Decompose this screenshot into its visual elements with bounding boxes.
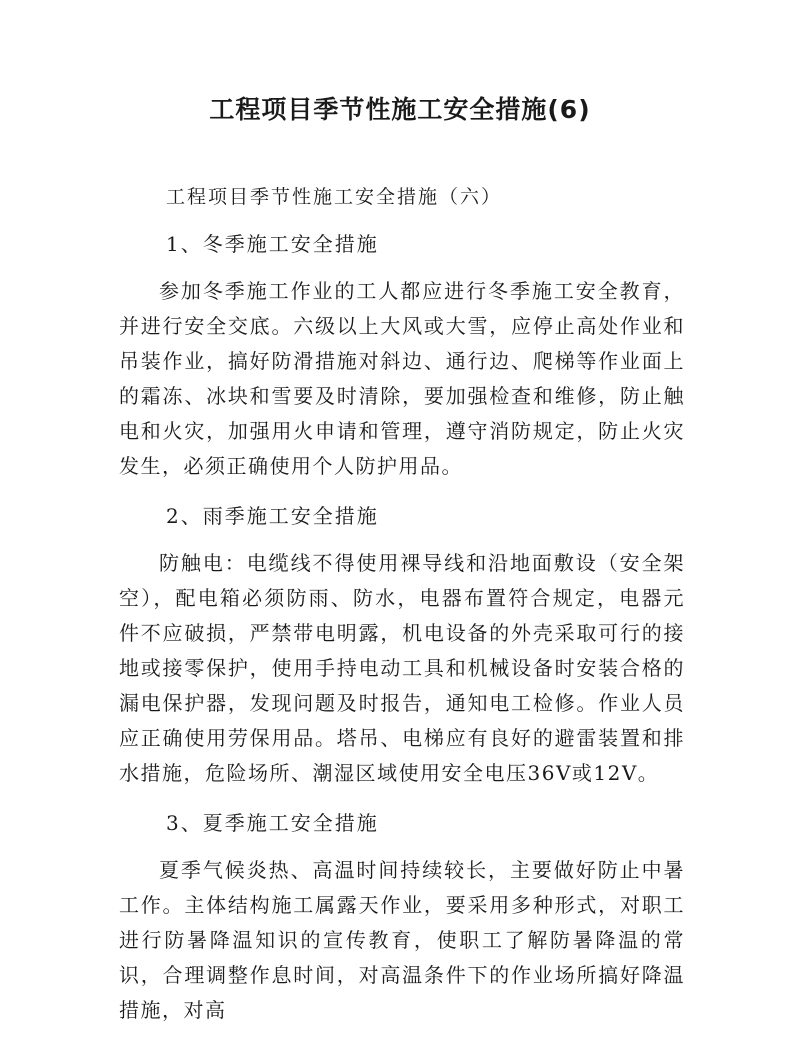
document-body	[119, 180, 685, 1043]
document-title: 工程项目季节性施工安全措施(6)	[209, 95, 591, 124]
section-heading-rainy: 2、雨季施工安全措施	[166, 504, 379, 528]
document-subtitle: 工程项目季节性施工安全措施（六）	[166, 186, 503, 208]
section-heading-winter: 1、冬季施工安全措施	[166, 232, 379, 256]
section-paragraph-summer: 夏季气候炎热、高温时间持续较长，主要做好防止中暑工作。主体结构施工属露天作业，要采用多种形式，对职工进行防暑降温知识的宣传教育，使职工了解防暑降温的常识，合理调整作息时间，对高温条件下的作业场所搞好降温措施，对高	[119, 858, 685, 1022]
section-paragraph-winter: 参加冬季施工作业的工人都应进行冬季施工安全教育，并进行安全交底。六级以上大风或大雪，应停止高处作业和吊装作业，搞好防滑措施对斜边、通行边、爬梯等作业面上的霜冻、冰块和雪要及时清除，要加强检查和维修，防止触电和火灾，加强用火申请和管理，遵守消防规定，防止火灾发生，必须正确使用个人防护用品。	[119, 279, 685, 478]
section-heading-summer: 3、夏季施工安全措施	[166, 811, 379, 835]
section-paragraph-rainy: 防触电：电缆线不得使用裸导线和沿地面敷设（安全架空），配电箱必须防雨、防水，电器布置符合规定，电器元件不应破损，严禁带电明露，机电设备的外壳采取可行的接地或接零保护，使用手持电动工具和机械设备时安装合格的漏电保护器，发现问题及时报告，通知电工检修。作业人员应正确使用劳保用品。塔吊、电梯应有良好的避雷装置和排水措施，危险场所、潮湿区域使用安全电压36V或12V。	[119, 551, 685, 785]
